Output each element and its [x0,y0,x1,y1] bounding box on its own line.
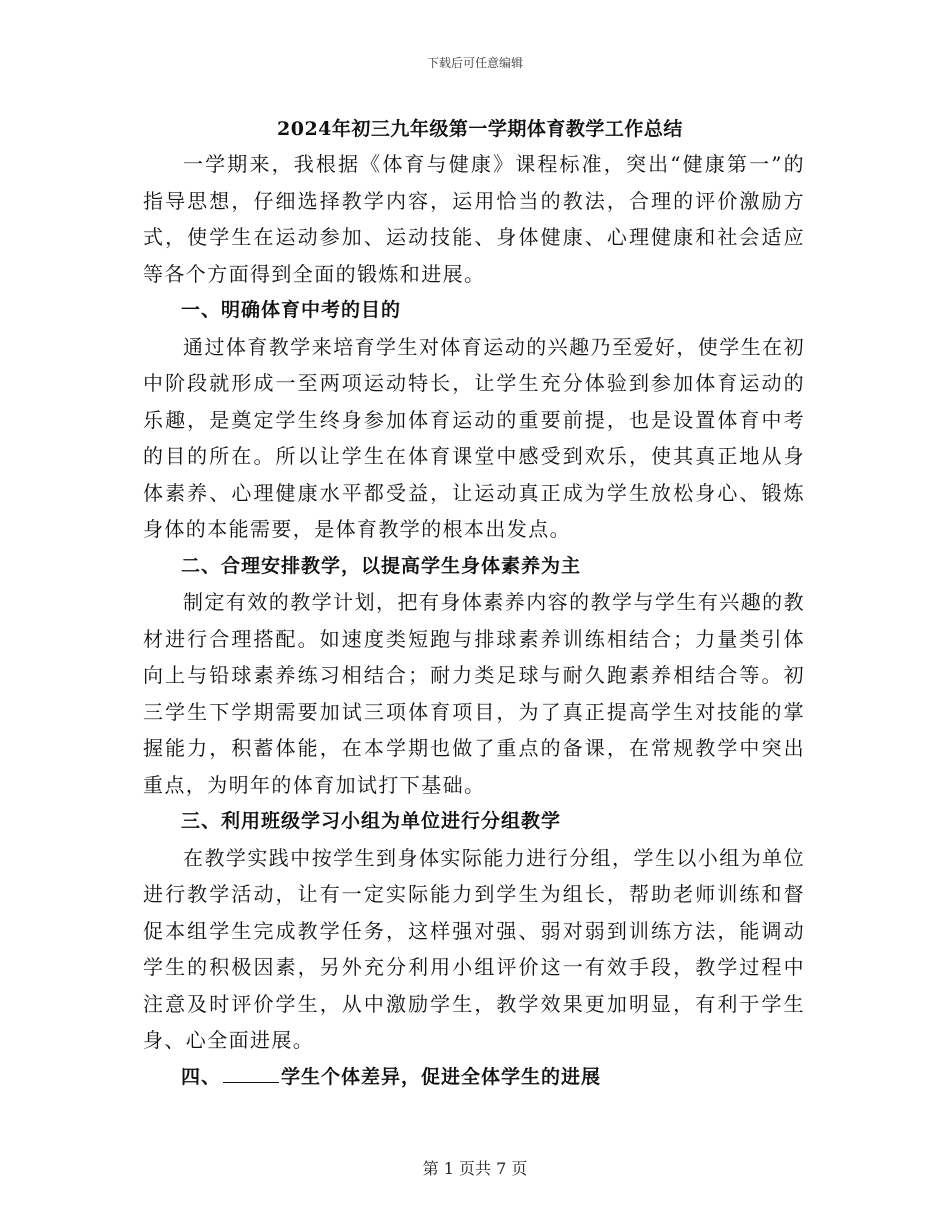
section-2-paragraph: 制定有效的教学计划，把有身体素养内容的教学与学生有兴趣的教材进行合理搭配。如速度类短跑与排球素养训练相结合；力量类引体向上与铅球素养练习相结合；耐力类足球与耐久跑素养相结合等。初三学生下学期需要加试三项体育项目，为了真正提高学生对技能的掌握能力，积蓄体能，在本学期也做了重点的备课，在常规教学中突出重点，为明年的体育加试打下基础。 [143,590,805,797]
section-3-heading: 三、利用班级学习小组为单位进行分组教学 [181,810,562,832]
intro-paragraph: 一学期来，我根据《体育与健康》课程标准，突出“健康第一”的指导思想，仔细选择教学内容，运用恰当的教法，合理的评价激励方式，使学生在运动参加、运动技能、身体健康、心理健康和社会适应等各个方面得到全面的锻炼和进展。 [143,152,805,286]
page-footer: 第 1 页共 7 页 [422,1159,528,1178]
section-4-suffix: 学生个体差异，促进全体学生的进展 [281,1065,602,1088]
page-header: 下载后可任意编辑 [426,56,523,70]
document-title: 2024年初三九年级第一学期体育教学工作总结 [277,118,683,140]
section-1-paragraph: 通过体育教学来培育学生对体育运动的兴趣乃至爱好，使学生在初中阶段就形成一至两项运动特长，让学生充分体验到参加体育运动的乐趣，是奠定学生终身参加体育运动的重要前提，也是设置体育中考的目的所在。所以让学生在体育课堂中感受到欢乐，使其真正地从身体素养、心理健康水平都受益，让运动真正成为学生放松身心、锻炼身体的本能需要，是体育教学的根本出发点。 [143,334,805,541]
section-4-heading [143,1059,805,1096]
section-4-prefix: 四、 [181,1065,222,1088]
section-3-paragraph: 在教学实践中按学生到身体实际能力进行分组，学生以小组为单位进行教学活动，让有一定实际能力到学生为组长，帮助老师训练和督促本组学生完成教学任务，这样强对强、弱对弱到训练方法，能调动学生的积极因素，另外充分利用小组评价这一有效手段，教学过程中注意及时评价学生，从中激励学生，教学效果更加明显，有利于学生身、心全面进展。 [143,845,805,1052]
document-body [143,112,805,1095]
section-1-heading: 一、明确体育中考的目的 [181,299,402,321]
section-2-heading: 二、合理安排教学，以提高学生身体素养为主 [181,554,582,577]
blank-underline [223,1068,279,1083]
